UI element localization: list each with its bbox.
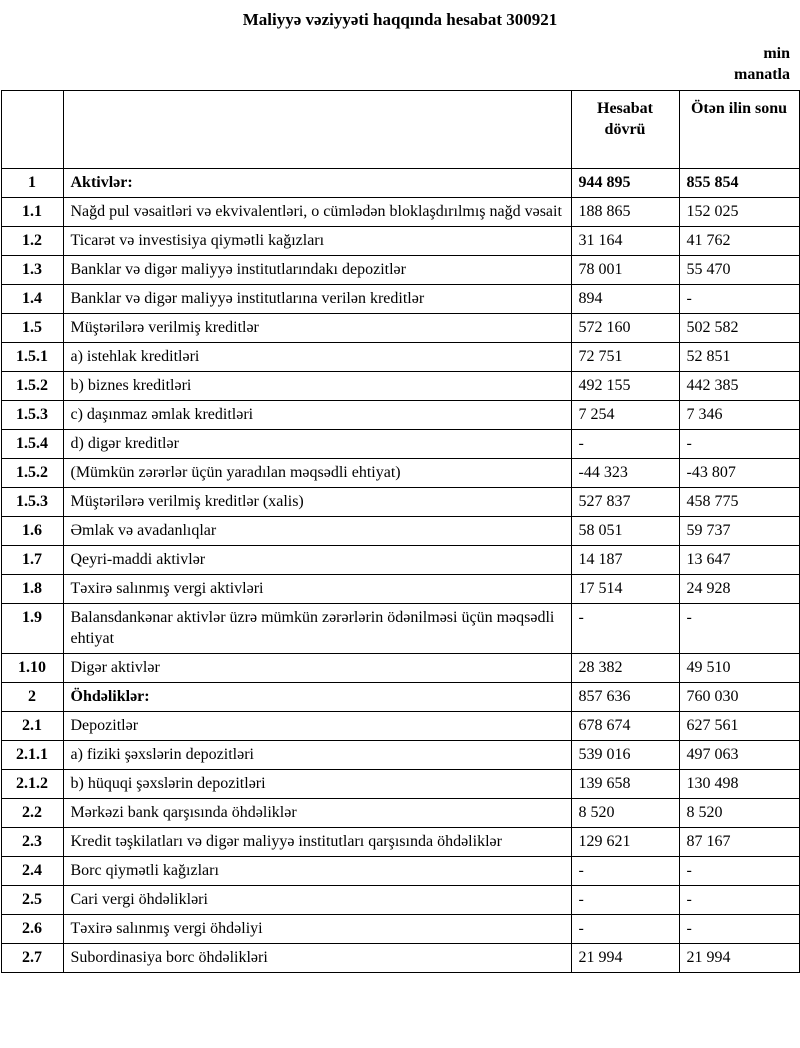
table-row bbox=[1, 798, 799, 827]
table-row bbox=[1, 458, 799, 487]
table-row bbox=[1, 827, 799, 856]
header-num-cell bbox=[1, 90, 63, 168]
value-current-cell: 527 837 bbox=[571, 487, 679, 516]
value-current-cell: - bbox=[571, 429, 679, 458]
value-prior-cell: 760 030 bbox=[679, 682, 799, 711]
value-current-cell: 8 520 bbox=[571, 798, 679, 827]
table-row bbox=[1, 943, 799, 972]
row-number-cell: 1.5.2 bbox=[1, 458, 63, 487]
value-prior-cell: 24 928 bbox=[679, 574, 799, 603]
value-prior-cell: 52 851 bbox=[679, 342, 799, 371]
value-current-cell: 28 382 bbox=[571, 653, 679, 682]
value-current-cell: 72 751 bbox=[571, 342, 679, 371]
value-prior-cell: 21 994 bbox=[679, 943, 799, 972]
value-prior-cell: 130 498 bbox=[679, 769, 799, 798]
row-number-cell: 1.5.2 bbox=[1, 371, 63, 400]
table-row bbox=[1, 711, 799, 740]
row-label-cell: Müştərilərə verilmiş kreditlər bbox=[63, 313, 571, 342]
row-number-cell: 2 bbox=[1, 682, 63, 711]
header-row bbox=[1, 90, 799, 168]
header-current-period-cell: Hesabat dövrü bbox=[571, 90, 679, 168]
value-prior-cell: - bbox=[679, 856, 799, 885]
value-prior-cell: 442 385 bbox=[679, 371, 799, 400]
table-row bbox=[1, 371, 799, 400]
unit-note-line2: manatla bbox=[734, 65, 790, 83]
value-current-cell: 944 895 bbox=[571, 168, 679, 197]
row-number-cell: 2.7 bbox=[1, 943, 63, 972]
row-label-cell: Nağd pul vəsaitləri və ekvivalentləri, o cümlədən bloklaşdırılmış nağd vəsait bbox=[63, 197, 571, 226]
value-current-cell: 14 187 bbox=[571, 545, 679, 574]
value-current-cell: 492 155 bbox=[571, 371, 679, 400]
header-prior-period-cell: Ötən ilin sonu bbox=[679, 90, 799, 168]
row-label-cell: Öhdəliklər: bbox=[63, 682, 571, 711]
row-label-cell: Depozitlər bbox=[63, 711, 571, 740]
value-current-cell: 188 865 bbox=[571, 197, 679, 226]
row-number-cell: 1.6 bbox=[1, 516, 63, 545]
row-number-cell: 1.5.1 bbox=[1, 342, 63, 371]
value-prior-cell: -43 807 bbox=[679, 458, 799, 487]
row-label-cell: Kredit təşkilatları və digər maliyyə institutları qarşısında öhdəliklər bbox=[63, 827, 571, 856]
value-prior-cell: 497 063 bbox=[679, 740, 799, 769]
value-current-cell: 139 658 bbox=[571, 769, 679, 798]
value-current-cell: - bbox=[571, 914, 679, 943]
row-label-cell: b) hüquqi şəxslərin depozitləri bbox=[63, 769, 571, 798]
row-label-cell: Ticarət və investisiya qiymətli kağızları bbox=[63, 226, 571, 255]
table-row bbox=[1, 769, 799, 798]
row-label-cell: (Mümkün zərərlər üçün yaradılan məqsədli ehtiyat) bbox=[63, 458, 571, 487]
value-current-cell: 857 636 bbox=[571, 682, 679, 711]
value-prior-cell: 855 854 bbox=[679, 168, 799, 197]
value-prior-cell: 8 520 bbox=[679, 798, 799, 827]
row-number-cell: 1.9 bbox=[1, 603, 63, 653]
row-number-cell: 2.4 bbox=[1, 856, 63, 885]
table-row bbox=[1, 885, 799, 914]
table-row bbox=[1, 255, 799, 284]
unit-note-line1: min bbox=[763, 45, 790, 62]
table-row bbox=[1, 653, 799, 682]
report-title: Maliyyə vəziyyəti haqqında hesabat 300921 bbox=[242, 10, 558, 29]
header-label-cell bbox=[63, 90, 571, 168]
row-label-cell: b) biznes kreditləri bbox=[63, 371, 571, 400]
value-current-cell: - bbox=[571, 603, 679, 653]
row-number-cell: 1.5.3 bbox=[1, 487, 63, 516]
value-prior-cell: - bbox=[679, 429, 799, 458]
value-prior-cell: 59 737 bbox=[679, 516, 799, 545]
row-label-cell: Təxirə salınmış vergi öhdəliyi bbox=[63, 914, 571, 943]
row-number-cell: 2.6 bbox=[1, 914, 63, 943]
row-label-cell: Banklar və digər maliyyə institutlarına verilən kreditlər bbox=[63, 284, 571, 313]
value-current-cell: 894 bbox=[571, 284, 679, 313]
value-prior-cell: - bbox=[679, 914, 799, 943]
row-number-cell: 2.2 bbox=[1, 798, 63, 827]
value-current-cell: 7 254 bbox=[571, 400, 679, 429]
row-number-cell: 2.3 bbox=[1, 827, 63, 856]
row-number-cell: 1 bbox=[1, 168, 63, 197]
table-row bbox=[1, 856, 799, 885]
value-prior-cell: 502 582 bbox=[679, 313, 799, 342]
table-row bbox=[1, 197, 799, 226]
table-header bbox=[1, 90, 799, 168]
row-number-cell: 1.2 bbox=[1, 226, 63, 255]
row-number-cell: 2.1.2 bbox=[1, 769, 63, 798]
row-number-cell: 2.1.1 bbox=[1, 740, 63, 769]
row-label-cell: Cari vergi öhdəlikləri bbox=[63, 885, 571, 914]
table-row bbox=[1, 429, 799, 458]
value-current-cell: -44 323 bbox=[571, 458, 679, 487]
table-row bbox=[1, 168, 799, 197]
row-label-cell: Borc qiymətli kağızları bbox=[63, 856, 571, 885]
row-number-cell: 1.5.3 bbox=[1, 400, 63, 429]
value-current-cell: - bbox=[571, 885, 679, 914]
table-row bbox=[1, 487, 799, 516]
table-row bbox=[1, 574, 799, 603]
row-number-cell: 1.7 bbox=[1, 545, 63, 574]
table-row bbox=[1, 603, 799, 653]
table-row bbox=[1, 682, 799, 711]
value-current-cell: 572 160 bbox=[571, 313, 679, 342]
row-label-cell: Aktivlər: bbox=[63, 168, 571, 197]
row-label-cell: c) daşınmaz əmlak kreditləri bbox=[63, 400, 571, 429]
table-row bbox=[1, 516, 799, 545]
value-current-cell: 78 001 bbox=[571, 255, 679, 284]
row-number-cell: 1.8 bbox=[1, 574, 63, 603]
value-prior-cell: 55 470 bbox=[679, 255, 799, 284]
table-row bbox=[1, 342, 799, 371]
row-label-cell: Təxirə salınmış vergi aktivləri bbox=[63, 574, 571, 603]
table-row bbox=[1, 284, 799, 313]
value-prior-cell: 87 167 bbox=[679, 827, 799, 856]
value-current-cell: 31 164 bbox=[571, 226, 679, 255]
row-label-cell: a) fiziki şəxslərin depozitləri bbox=[63, 740, 571, 769]
row-label-cell: Mərkəzi bank qarşısında öhdəliklər bbox=[63, 798, 571, 827]
row-label-cell: Digər aktivlər bbox=[63, 653, 571, 682]
row-label-cell: a) istehlak kreditləri bbox=[63, 342, 571, 371]
value-prior-cell: 627 561 bbox=[679, 711, 799, 740]
row-label-cell: Qeyri-maddi aktivlər bbox=[63, 545, 571, 574]
row-label-cell: Subordinasiya borc öhdəlikləri bbox=[63, 943, 571, 972]
value-current-cell: 129 621 bbox=[571, 827, 679, 856]
row-label-cell: d) digər kreditlər bbox=[63, 429, 571, 458]
table-row bbox=[1, 226, 799, 255]
row-number-cell: 1.10 bbox=[1, 653, 63, 682]
row-number-cell: 2.5 bbox=[1, 885, 63, 914]
row-number-cell: 2.1 bbox=[1, 711, 63, 740]
row-number-cell: 1.1 bbox=[1, 197, 63, 226]
table-row bbox=[1, 313, 799, 342]
value-current-cell: 678 674 bbox=[571, 711, 679, 740]
value-prior-cell: - bbox=[679, 603, 799, 653]
value-current-cell: 539 016 bbox=[571, 740, 679, 769]
row-number-cell: 1.4 bbox=[1, 284, 63, 313]
value-prior-cell: 458 775 bbox=[679, 487, 799, 516]
value-prior-cell: - bbox=[679, 284, 799, 313]
value-current-cell: 21 994 bbox=[571, 943, 679, 972]
table-row bbox=[1, 740, 799, 769]
row-label-cell: Balansdankənar aktivlər üzrə mümkün zərərlərin ödənilməsi üçün məqsədli ehtiyat bbox=[63, 603, 571, 653]
value-current-cell: - bbox=[571, 856, 679, 885]
value-prior-cell: 41 762 bbox=[679, 226, 799, 255]
row-number-cell: 1.5 bbox=[1, 313, 63, 342]
row-label-cell: Əmlak və avadanlıqlar bbox=[63, 516, 571, 545]
value-prior-cell: 13 647 bbox=[679, 545, 799, 574]
value-prior-cell: 7 346 bbox=[679, 400, 799, 429]
row-number-cell: 1.3 bbox=[1, 255, 63, 284]
value-current-cell: 17 514 bbox=[571, 574, 679, 603]
row-label-cell: Banklar və digər maliyyə institutlarındakı depozitlər bbox=[63, 255, 571, 284]
value-prior-cell: - bbox=[679, 885, 799, 914]
table-row bbox=[1, 914, 799, 943]
table-row bbox=[1, 400, 799, 429]
unit-note bbox=[0, 44, 800, 86]
row-number-cell: 1.5.4 bbox=[1, 429, 63, 458]
value-prior-cell: 49 510 bbox=[679, 653, 799, 682]
row-label-cell: Müştərilərə verilmiş kreditlər (xalis) bbox=[63, 487, 571, 516]
table-row bbox=[1, 545, 799, 574]
value-current-cell: 58 051 bbox=[571, 516, 679, 545]
value-prior-cell: 152 025 bbox=[679, 197, 799, 226]
financial-position-table bbox=[1, 90, 800, 973]
table-body bbox=[1, 168, 799, 972]
